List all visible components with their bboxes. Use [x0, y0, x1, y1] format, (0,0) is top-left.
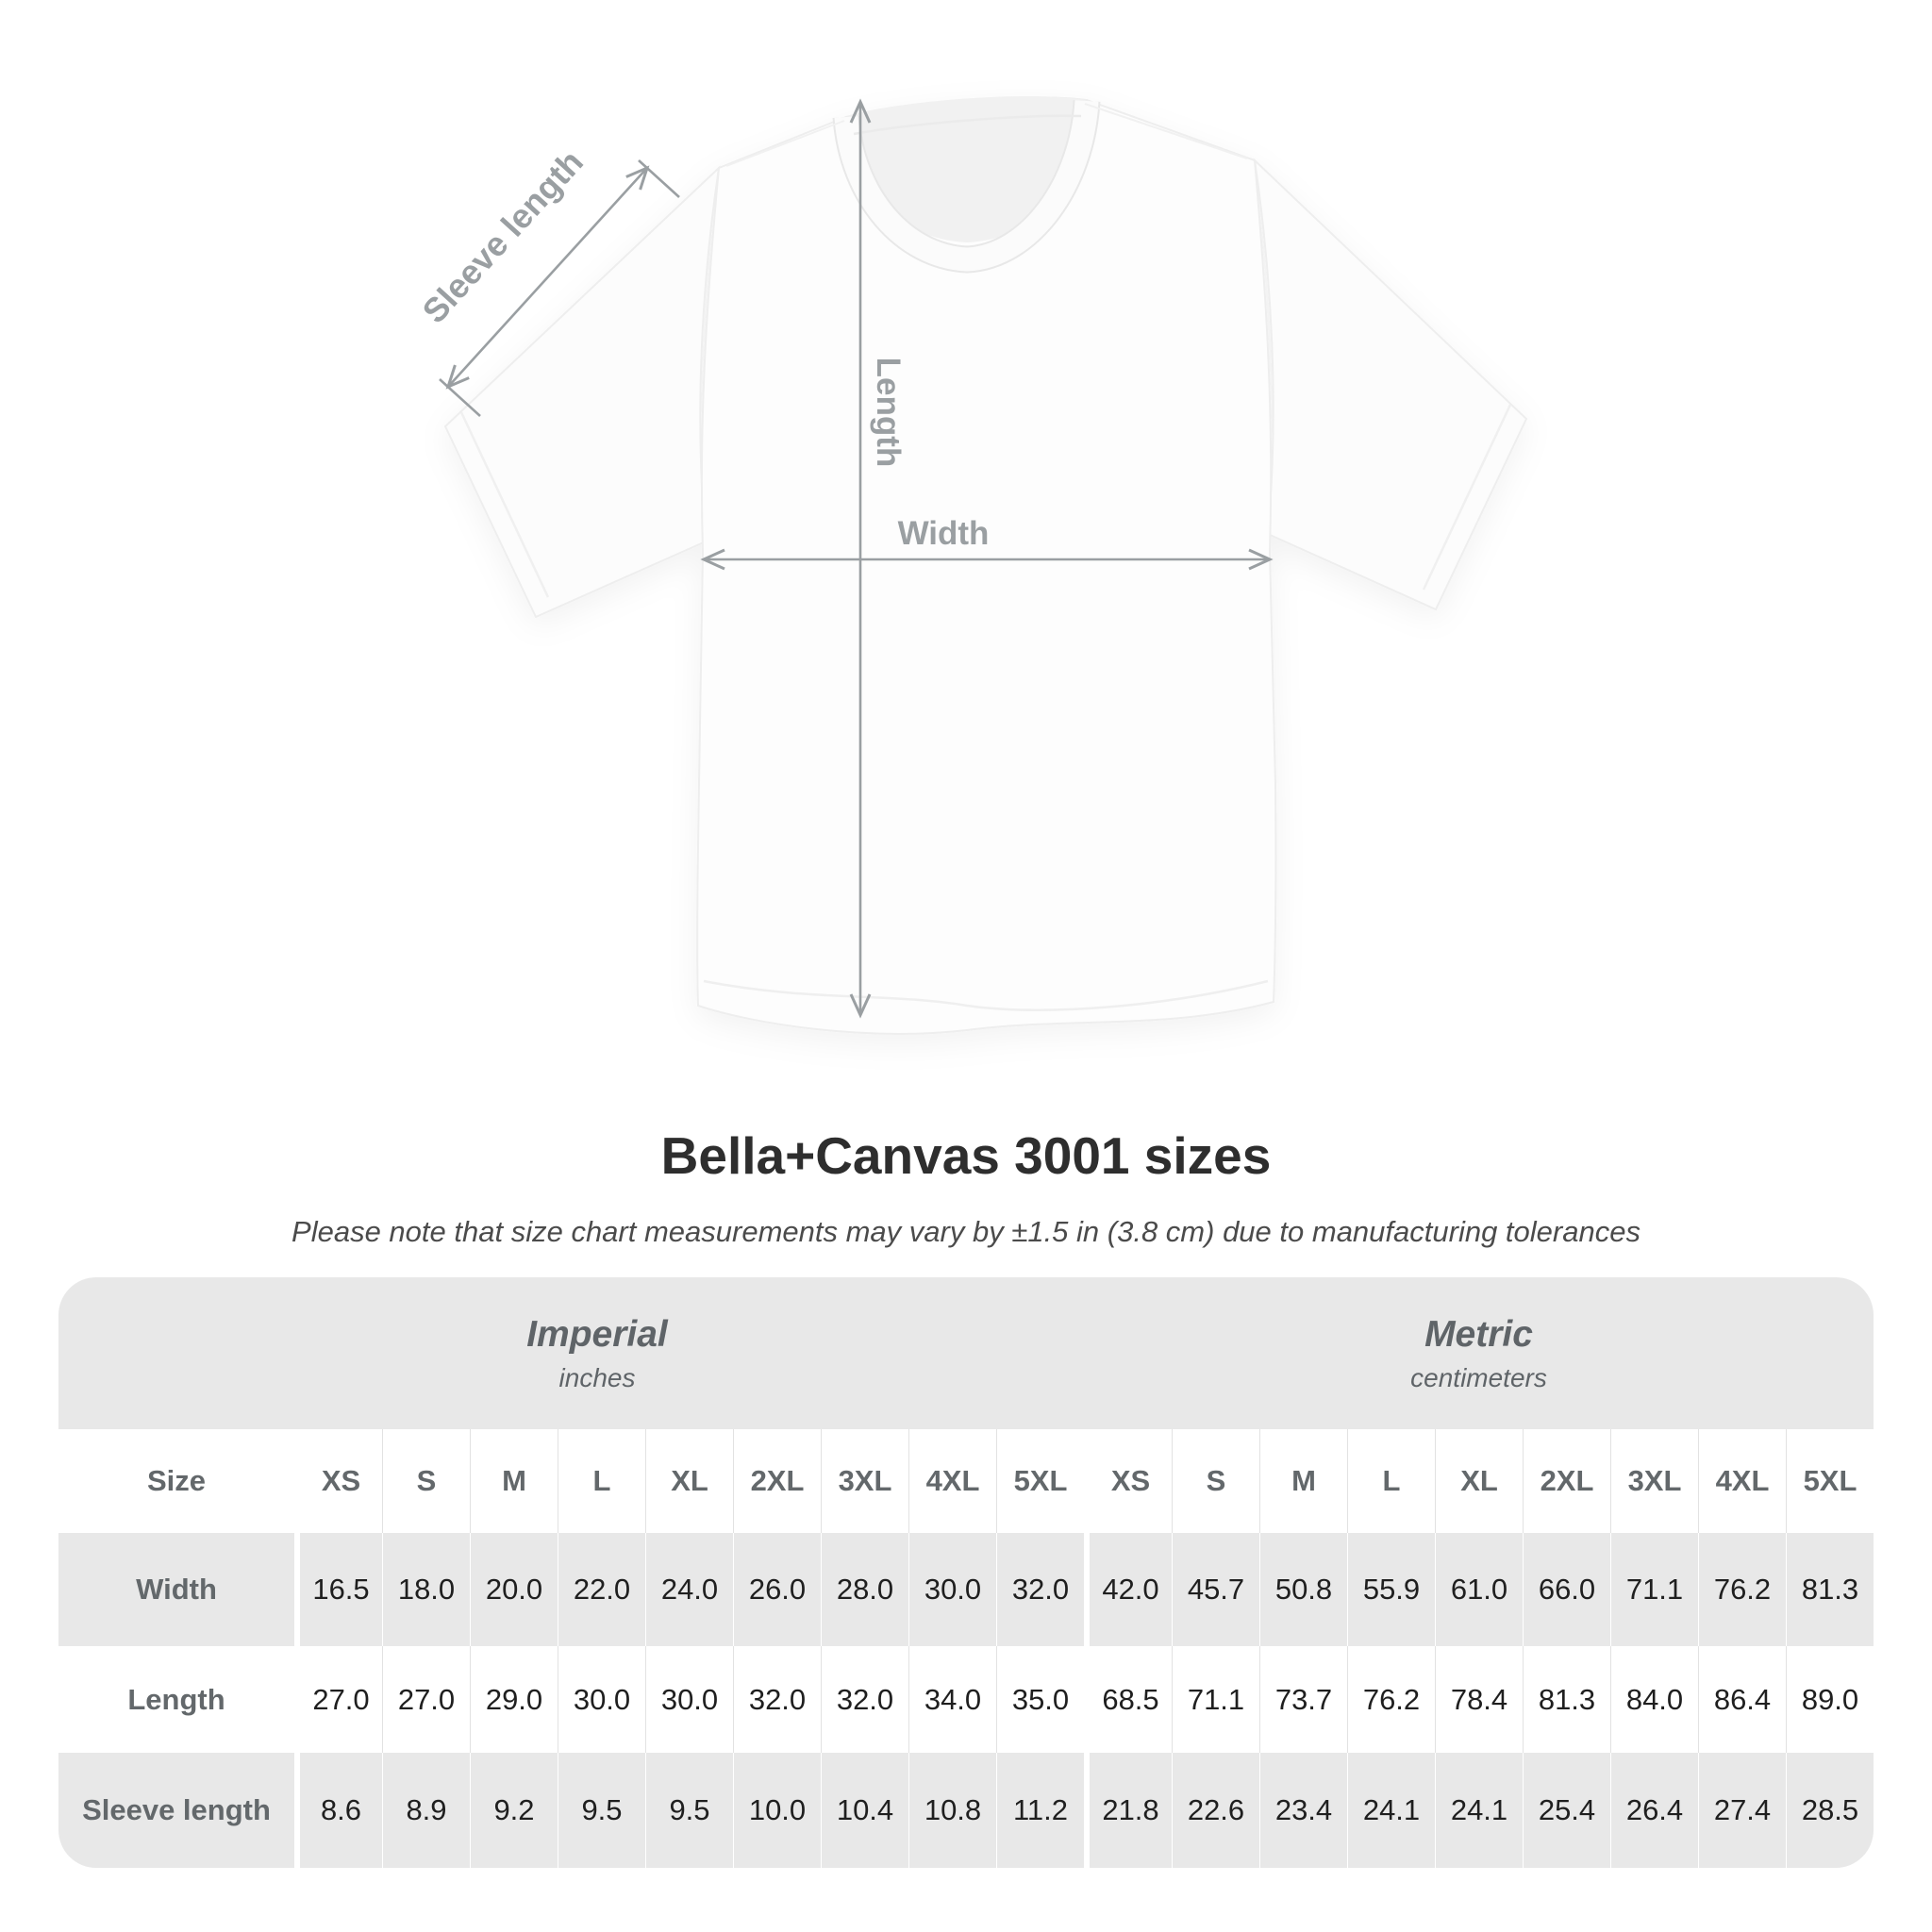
- size-value-cell: 18.0: [382, 1533, 470, 1646]
- size-value-cell: 9.5: [558, 1753, 645, 1868]
- size-column-header: XS: [294, 1429, 382, 1533]
- size-value-cell: 89.0: [1786, 1646, 1874, 1753]
- size-value-cell: 76.2: [1698, 1533, 1786, 1646]
- metric-group-header: [1084, 1277, 1874, 1429]
- imperial-label: Imperial: [526, 1313, 668, 1355]
- size-value-cell: 66.0: [1523, 1533, 1610, 1646]
- size-value-cell: 61.0: [1435, 1533, 1523, 1646]
- metric-label: Metric: [1424, 1313, 1533, 1355]
- size-table-rows: [58, 1429, 1874, 1868]
- size-value-cell: 20.0: [470, 1533, 558, 1646]
- size-column-header: 5XL: [996, 1429, 1084, 1533]
- size-column-header: L: [558, 1429, 645, 1533]
- size-value-cell: 24.1: [1435, 1753, 1523, 1868]
- sleeve-length-label: Sleeve length: [414, 142, 591, 331]
- tshirt-illustration: [445, 96, 1526, 1034]
- size-value-cell: 16.5: [294, 1533, 382, 1646]
- size-column-header: XL: [1435, 1429, 1523, 1533]
- size-value-cell: 84.0: [1610, 1646, 1698, 1753]
- size-value-cell: 71.1: [1610, 1533, 1698, 1646]
- size-value-cell: 35.0: [996, 1646, 1084, 1753]
- size-value-cell: 81.3: [1786, 1533, 1874, 1646]
- page-title: Bella+Canvas 3001 sizes: [660, 1126, 1272, 1185]
- row-label: Width: [136, 1573, 217, 1606]
- sleeve-dimension-tick-top: [639, 160, 679, 197]
- measurement-row-sleeve-length: [58, 1753, 1874, 1868]
- size-value-cell: 50.8: [1259, 1533, 1347, 1646]
- size-value-cell: 28.5: [1786, 1753, 1874, 1868]
- size-value-cell: 9.5: [645, 1753, 733, 1868]
- size-value-cell: 32.0: [821, 1646, 908, 1753]
- row-label: Length: [127, 1682, 225, 1716]
- size-value-cell: 71.1: [1172, 1646, 1259, 1753]
- size-value-cell: 45.7: [1172, 1533, 1259, 1646]
- size-column-header: 3XL: [1610, 1429, 1698, 1533]
- size-value-cell: 27.0: [382, 1646, 470, 1753]
- size-value-cell: 26.4: [1610, 1753, 1698, 1868]
- tolerance-note: Please note that size chart measurements may vary by ±1.5 in (3.8 cm) due to manufacturing tolerances: [291, 1215, 1641, 1248]
- size-value-cell: 30.0: [558, 1646, 645, 1753]
- size-header-row: [58, 1429, 1874, 1533]
- length-label: Length: [870, 357, 907, 468]
- size-column-header: 2XL: [733, 1429, 821, 1533]
- size-column-header: L: [1347, 1429, 1435, 1533]
- size-value-cell: 22.0: [558, 1533, 645, 1646]
- size-value-cell: 10.4: [821, 1753, 908, 1868]
- row-label: Sleeve length: [82, 1793, 271, 1826]
- size-value-cell: 9.2: [470, 1753, 558, 1868]
- size-value-cell: 29.0: [470, 1646, 558, 1753]
- size-column-header: 3XL: [821, 1429, 908, 1533]
- tshirt-right-sleeve: [1255, 160, 1526, 609]
- size-column-header: M: [1259, 1429, 1347, 1533]
- size-column-header: S: [1172, 1429, 1259, 1533]
- size-value-cell: 78.4: [1435, 1646, 1523, 1753]
- size-column-header: 4XL: [1698, 1429, 1786, 1533]
- size-value-cell: 23.4: [1259, 1753, 1347, 1868]
- size-value-cell: 25.4: [1523, 1753, 1610, 1868]
- metric-unit: centimeters: [1410, 1362, 1547, 1392]
- size-value-cell: 73.7: [1259, 1646, 1347, 1753]
- sleeve-dimension-tick-bottom: [440, 379, 480, 416]
- size-value-cell: 27.0: [294, 1646, 382, 1753]
- size-column-header: XS: [1084, 1429, 1172, 1533]
- size-value-cell: 86.4: [1698, 1646, 1786, 1753]
- size-value-cell: 24.0: [645, 1533, 733, 1646]
- size-column-header: 5XL: [1786, 1429, 1874, 1533]
- size-value-cell: 42.0: [1084, 1533, 1172, 1646]
- imperial-group-header: [58, 1277, 1084, 1429]
- size-value-cell: 24.1: [1347, 1753, 1435, 1868]
- size-value-cell: 32.0: [996, 1533, 1084, 1646]
- size-value-cell: 30.0: [908, 1533, 996, 1646]
- measurement-row-length: [58, 1646, 1874, 1753]
- size-value-cell: 55.9: [1347, 1533, 1435, 1646]
- size-column-header: 2XL: [1523, 1429, 1610, 1533]
- size-value-cell: 68.5: [1084, 1646, 1172, 1753]
- imperial-unit: inches: [558, 1362, 636, 1392]
- size-value-cell: 76.2: [1347, 1646, 1435, 1753]
- size-value-cell: 8.6: [294, 1753, 382, 1868]
- size-value-cell: 11.2: [996, 1753, 1084, 1868]
- size-column-header: XL: [645, 1429, 733, 1533]
- size-value-cell: 34.0: [908, 1646, 996, 1753]
- size-column-header: S: [382, 1429, 470, 1533]
- size-table: [58, 1277, 1874, 1868]
- width-label: Width: [897, 515, 990, 552]
- measurement-row-width: [58, 1533, 1874, 1646]
- size-column-header: 4XL: [908, 1429, 996, 1533]
- size-column-header: M: [470, 1429, 558, 1533]
- size-value-cell: 26.0: [733, 1533, 821, 1646]
- size-value-cell: 81.3: [1523, 1646, 1610, 1753]
- row-label: Size: [146, 1464, 207, 1497]
- size-value-cell: 10.0: [733, 1753, 821, 1868]
- size-value-cell: 10.8: [908, 1753, 996, 1868]
- size-value-cell: 21.8: [1084, 1753, 1172, 1868]
- size-value-cell: 28.0: [821, 1533, 908, 1646]
- size-value-cell: 30.0: [645, 1646, 733, 1753]
- unit-group-header-row: [58, 1277, 1874, 1429]
- size-value-cell: 22.6: [1172, 1753, 1259, 1868]
- size-value-cell: 32.0: [733, 1646, 821, 1753]
- size-value-cell: 27.4: [1698, 1753, 1786, 1868]
- size-value-cell: 8.9: [382, 1753, 470, 1868]
